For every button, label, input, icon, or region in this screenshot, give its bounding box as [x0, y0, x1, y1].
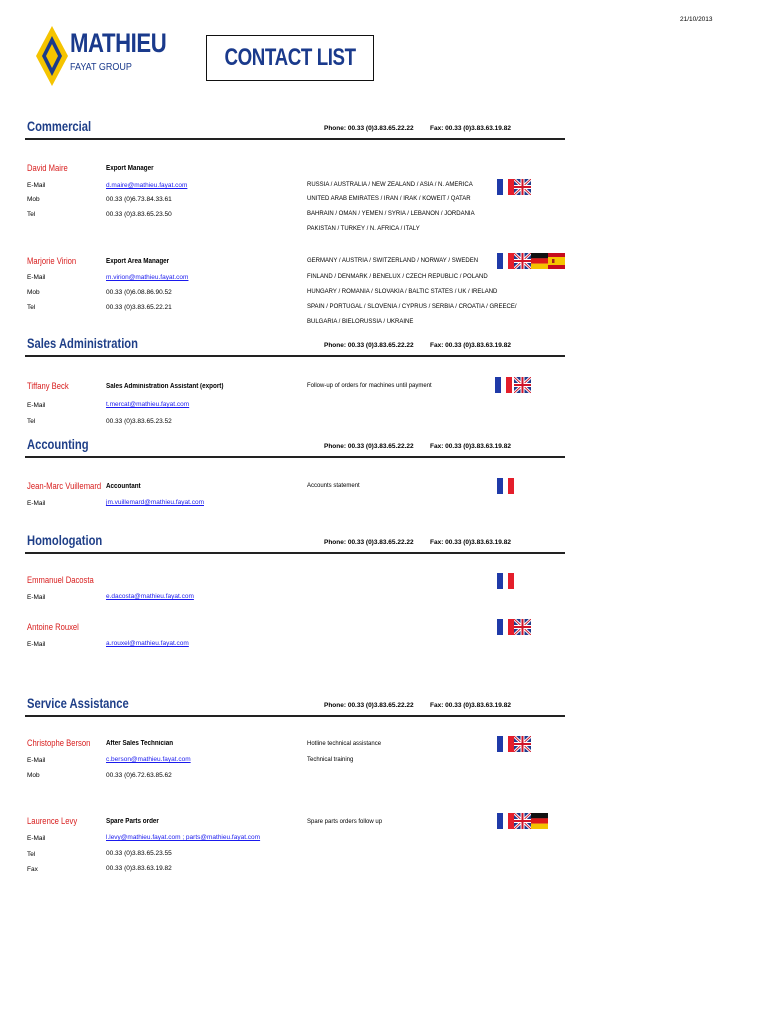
uk-flag-icon	[514, 813, 531, 829]
contact-email-link[interactable]: d.maire@mathieu.fayat.com	[106, 182, 188, 189]
area-line: BULGARIA / BIELORUSSIA / UKRAINE	[307, 319, 414, 325]
email-label: E-Mail	[27, 500, 46, 507]
logo-group: FAYAT GROUP	[70, 62, 132, 73]
mob-label: Mob	[27, 289, 40, 296]
contact-email-link[interactable]: e.dacosta@mathieu.fayat.com	[106, 593, 194, 600]
email-label: E-Mail	[27, 641, 46, 648]
mob-label: Mob	[27, 772, 40, 779]
contact-role: Export Area Manager	[106, 258, 170, 265]
contact-role: Spare Parts order	[106, 818, 159, 825]
section-title-service-assistance: Service Assistance	[27, 695, 129, 711]
contact-note: Hotline technical assistance	[307, 741, 382, 747]
contact-name: Tiffany Beck	[27, 381, 69, 391]
contact-name: David Maire	[27, 163, 68, 173]
email-label: E-Mail	[27, 182, 46, 189]
france-flag-icon	[497, 573, 514, 589]
service-fax: Fax: 00.33 (0)3.83.63.19.82	[430, 702, 511, 709]
accounting-fax: Fax: 00.33 (0)3.83.63.19.82	[430, 443, 511, 450]
mob-label: Mob	[27, 196, 40, 203]
commercial-phone: Phone: 00.33 (0)3.83.65.22.22	[324, 125, 414, 132]
contact-name: Emmanuel Dacosta	[27, 575, 94, 585]
document-date: 21/10/2013	[680, 16, 713, 23]
contact-role: Accountant	[106, 483, 141, 490]
section-divider	[25, 138, 565, 140]
contact-fax: 00.33 (0)3.83.63.19.82	[106, 865, 172, 872]
tel-label: Tel	[27, 851, 36, 858]
contact-phone: 00.33 (0)3.83.65.23.50	[106, 211, 172, 218]
contact-mobile: 00.33 (0)6.08.86.90.52	[106, 289, 172, 296]
area-line: HUNGARY / ROMANIA / SLOVAKIA / BALTIC STATES / UK / IRELAND	[307, 289, 498, 295]
contact-email-link[interactable]: jm.vuillemard@mathieu.fayat.com	[106, 499, 204, 506]
email-label: E-Mail	[27, 274, 46, 281]
contact-mobile: 00.33 (0)6.72.63.85.62	[106, 772, 172, 779]
area-line: PAKISTAN / TURKEY / N. AFRICA / ITALY	[307, 226, 420, 232]
contact-phone: 00.33 (0)3.83.65.23.52	[106, 418, 172, 425]
uk-flag-icon	[514, 619, 531, 635]
section-title-commercial: Commercial	[27, 118, 92, 134]
contact-name: Christophe Berson	[27, 738, 91, 748]
france-flag-icon	[497, 736, 514, 752]
section-title-homologation: Homologation	[27, 532, 103, 548]
homologation-fax: Fax: 00.33 (0)3.83.63.19.82	[430, 539, 511, 546]
contact-note: Follow-up of orders for machines until payment	[307, 383, 432, 389]
contact-role: After Sales Technician	[106, 740, 174, 747]
section-title-sales-administration: Sales Administration	[27, 335, 138, 351]
france-flag-icon	[497, 253, 514, 269]
service-phone: Phone: 00.33 (0)3.83.65.22.22	[324, 702, 414, 709]
uk-flag-icon	[514, 736, 531, 752]
contact-name: Jean-Marc Vuillemard	[27, 481, 102, 491]
commercial-fax: Fax: 00.33 (0)3.83.63.19.82	[430, 125, 511, 132]
france-flag-icon	[495, 377, 512, 393]
contact-name: Antoine Rouxel	[27, 622, 79, 632]
area-line: SPAIN / PORTUGAL / SLOVENIA / CYPRUS / SERBIA / CROATIA / GREECE/	[307, 304, 517, 310]
spain-flag-icon	[548, 253, 565, 269]
tel-label: Tel	[27, 304, 36, 311]
uk-flag-icon	[514, 253, 531, 269]
section-divider	[25, 456, 565, 458]
sales-phone: Phone: 00.33 (0)3.83.65.22.22	[324, 342, 414, 349]
tel-label: Tel	[27, 211, 36, 218]
contact-email-link[interactable]: a.rouxel@mathieu.fayat.com	[106, 640, 189, 647]
contact-phone: 00.33 (0)3.83.65.23.55	[106, 850, 172, 857]
france-flag-icon	[497, 179, 514, 195]
contact-note: Spare parts orders follow up	[307, 819, 383, 825]
email-label: E-Mail	[27, 594, 46, 601]
homologation-phone: Phone: 00.33 (0)3.83.65.22.22	[324, 539, 414, 546]
germany-flag-icon	[531, 813, 548, 829]
germany-flag-icon	[531, 253, 548, 269]
section-divider	[25, 715, 565, 717]
accounting-phone: Phone: 00.33 (0)3.83.65.22.22	[324, 443, 414, 450]
mathieu-logo	[30, 20, 185, 92]
contact-email-link[interactable]: l.levy@mathieu.fayat.com ; parts@mathieu.fayat.com	[106, 834, 261, 841]
page-title: CONTACT LIST	[224, 44, 356, 71]
logo-brand: MATHIEU	[70, 28, 167, 58]
sales-fax: Fax: 00.33 (0)3.83.63.19.82	[430, 342, 511, 349]
france-flag-icon	[497, 619, 514, 635]
email-label: E-Mail	[27, 835, 46, 842]
contact-name: Laurence Levy	[27, 816, 78, 826]
section-title-accounting: Accounting	[27, 436, 89, 452]
section-divider	[25, 552, 565, 554]
fax-label: Fax	[27, 866, 38, 873]
area-line: RUSSIA / AUSTRALIA / NEW ZEALAND / ASIA / N. AMERICA	[307, 182, 473, 188]
tel-label: Tel	[27, 418, 36, 425]
france-flag-icon	[497, 813, 514, 829]
area-line: BAHRAIN / OMAN / YEMEN / SYRIA / LEBANON / JORDANIA	[307, 211, 475, 217]
email-label: E-Mail	[27, 757, 46, 764]
contact-phone: 00.33 (0)3.83.65.22.21	[106, 304, 172, 311]
france-flag-icon	[497, 478, 514, 494]
contact-note: Technical training	[307, 757, 354, 763]
uk-flag-icon	[514, 179, 531, 195]
area-line: UNITED ARAB EMIRATES / IRAN / IRAK / KOWEIT / QATAR	[307, 196, 471, 202]
contact-email-link[interactable]: m.virion@mathieu.fayat.com	[106, 274, 189, 281]
email-label: E-Mail	[27, 402, 46, 409]
area-line: FINLAND / DENMARK / BENELUX / CZECH REPUBLIC / POLAND	[307, 274, 488, 280]
section-divider	[25, 355, 565, 357]
contact-email-link[interactable]: c.berson@mathieu.fayat.com	[106, 756, 191, 763]
contact-email-link[interactable]: t.mercat@mathieu.fayat.com	[106, 401, 190, 408]
contact-role: Sales Administration Assistant (export)	[106, 383, 224, 390]
uk-flag-icon	[514, 377, 531, 393]
contact-name: Marjorie Virion	[27, 256, 77, 266]
page-title-box	[206, 35, 374, 81]
contact-mobile: 00.33 (0)6.73.84.33.61	[106, 196, 172, 203]
contact-note: Accounts statement	[307, 483, 360, 489]
area-line: GERMANY / AUSTRIA / SWITZERLAND / NORWAY / SWEDEN	[307, 258, 479, 264]
contact-role: Export Manager	[106, 165, 154, 172]
